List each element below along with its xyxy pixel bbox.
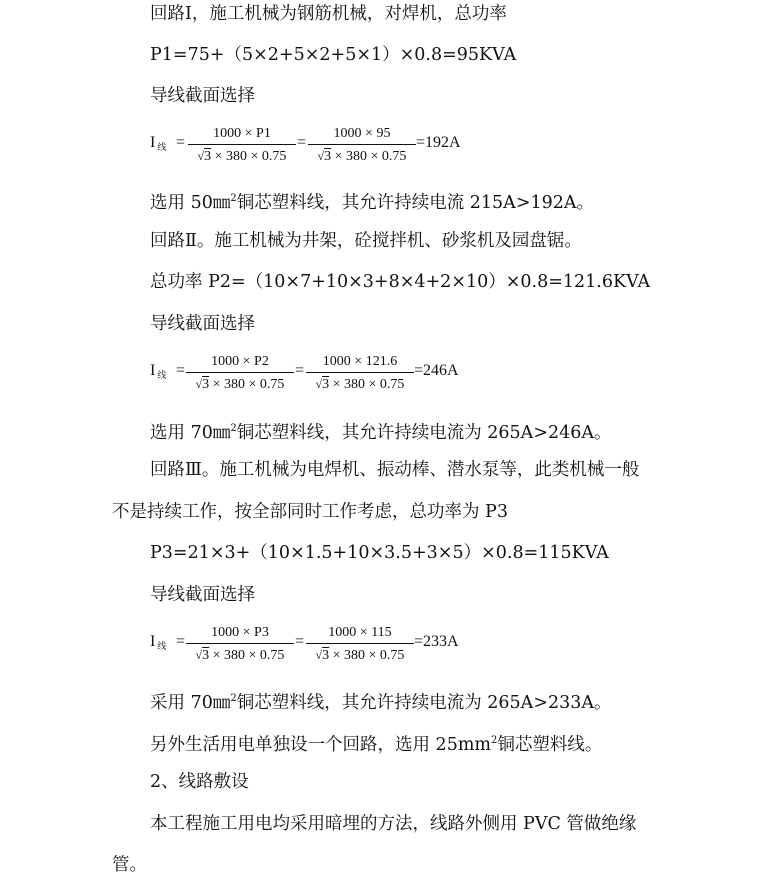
text-line-section-select-3: 导线截面选择 bbox=[150, 585, 255, 605]
section-heading-wiring: 2、线路敷设 bbox=[150, 772, 249, 792]
text-line-circuit-3-cont: 不是持续工作，按全部同时工作考虑，总功率为 P3 bbox=[112, 502, 508, 522]
text-line-section-select-2: 导线截面选择 bbox=[150, 314, 255, 334]
text-line-select-50mm: 选用 50㎜$^2$铜芯塑料线，其允许持续电流 215A>192A。 bbox=[150, 193, 595, 213]
formula-result: =192A bbox=[416, 134, 461, 151]
text-line-circuit-1: 回路Ⅰ，施工机械为钢筋机械，对焊机，总功率 bbox=[150, 4, 507, 24]
text-line-circuit-3: 回路Ⅲ。施工机械为电焊机、振动棒、潜水泵等，此类机械一般 bbox=[150, 460, 640, 480]
text-line-section-select-1: 导线截面选择 bbox=[150, 86, 255, 106]
text-line-wiring-method: 本工程施工用电均采用暗埋的方法，线路外侧用 PVC 管做绝缘 bbox=[150, 814, 637, 834]
formula-current-2: I $_线$ = $\frac{1000 \times P2}{√3 \times 380 \times 0.75}$ = $\frac{1000 \times 121.6}{√3 \times 380 \times 0.75}$ =246A bbox=[150, 354, 459, 392]
text-line-p2-formula: 总功率 P2=（10×7+10×3+8×4+2×10）×0.8=121.6KVA bbox=[150, 272, 651, 292]
text-line-p1-formula: P1=75+（5×2+5×2+5×1）×0.8=95KVA bbox=[150, 45, 517, 65]
fraction-3b: $\frac{1000 \times 115}{√3 \times 380 \times 0.75}$ bbox=[306, 623, 414, 664]
text-line-select-70mm-2: 采用 70㎜$^2$铜芯塑料线，其允许持续电流为 265A>233A。 bbox=[150, 693, 612, 713]
fraction-2a: $\frac{1000 \times P2}{√3 \times 380 \times 0.75}$ bbox=[186, 352, 294, 393]
fraction-3a: $\frac{1000 \times P3}{√3 \times 380 \times 0.75}$ bbox=[186, 623, 294, 664]
formula-lhs: I $_线$ bbox=[150, 134, 167, 152]
formula-current-1 bbox=[150, 124, 470, 168]
text-line-p3-formula: P3=21×3+（10×1.5+10×3.5+3×5）×0.8=115KVA bbox=[150, 543, 609, 563]
fraction-1a: $\frac{1000 \times P1}{√3 \times 380 \times 0.75}$ bbox=[188, 124, 296, 165]
equals-sign: = bbox=[176, 134, 186, 151]
text-line-circuit-2: 回路Ⅱ。施工机械为井架，砼搅拌机、砂浆机及园盘锯。 bbox=[150, 231, 582, 251]
text-line-select-70mm-1: 选用 70㎜$^2$铜芯塑料线，其允许持续电流为 265A>246A。 bbox=[150, 423, 612, 443]
fraction-1b: $\frac{1000 \times 95}{√3 \times 380 \times 0.75}$ bbox=[308, 124, 416, 165]
text-line-living-circuit: 另外生活用电单独设一个回路，选用 $25mm^2$铜芯塑料线。 bbox=[150, 735, 603, 755]
equals-sign: = bbox=[297, 134, 307, 151]
formula-current-3: I $_线$ = $\frac{1000 \times P3}{√3 \times 380 \times 0.75}$ = $\frac{1000 \times 115}{√3 \times 380 \times 0.75}$ =233A bbox=[150, 625, 459, 663]
text-line-wiring-method-cont: 管。 bbox=[112, 855, 147, 875]
fraction-2b: $\frac{1000 \times 121.6}{√3 \times 380 \times 0.75}$ bbox=[306, 352, 414, 393]
